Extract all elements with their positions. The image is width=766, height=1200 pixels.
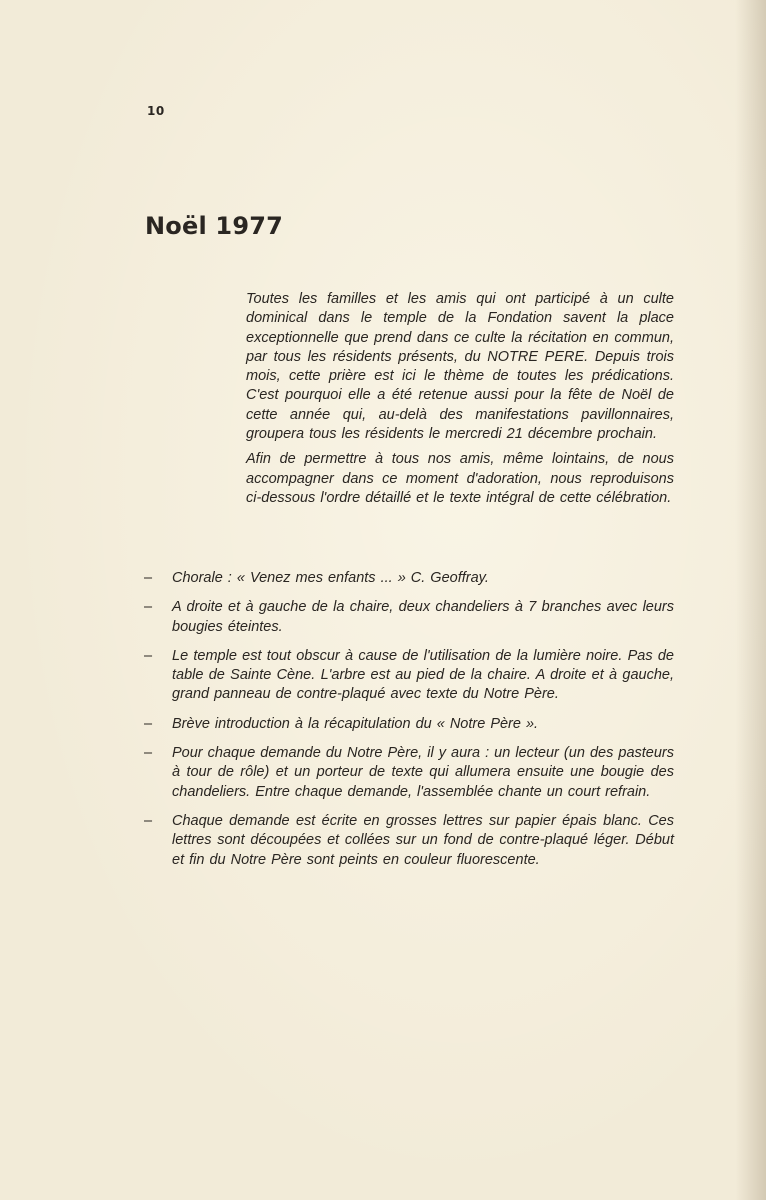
dash-marker: – (144, 812, 153, 829)
list-item-text: Brève introduction à la récapitulation du « Notre Père ». (172, 715, 539, 732)
dash-marker: – (144, 599, 153, 616)
list-item-text: Pour chaque demande du Notre Père, il y aura : un lecteur (un des pasteurs à tour de rôle) et un porteur de texte qui allumera ensuite une bougie des chandeliers. Entre chaque demande, l'assemblée chante un court refrain. (172, 745, 674, 800)
list-item-text: Le temple est tout obscur à cause de l'utilisation de la lumière noire. Pas de table de Sainte Cène. L'arbre est au pied de la chaire. A droite et à gauche, grand panneau de contre-plaqué avec texte du Notre Père. (172, 647, 674, 703)
list-item (144, 647, 674, 705)
list-item-text: Chaque demande est écrite en grosses lettres sur papier épais blanc. Ces lettres sont découpées et collées sur un fond de contre-plaqué léger. Début et fin du Notre Père sont peints en couleur fluorescente. (172, 812, 674, 868)
intro-section (246, 290, 674, 508)
intro-paragraph: Toutes les familles et les amis qui ont participé à un culte dominical dans le temple de la Fondation savent la place exceptionnelle que prend dans ce culte la récitation en commun, par tous les résidents présents, du NOTRE PERE. Depuis trois mois, cette prière est ici le thème de toutes les prédications. C'est pourquoi elle a été retenue aussi pour la fête de Noël de cette année qui, au-delà des manifestations pavillonnaires, groupera tous les résidents le mercredi 21 décembre prochain. (246, 291, 674, 443)
list-item (144, 715, 674, 734)
list-item (144, 569, 674, 588)
page-number: 10 (147, 104, 165, 118)
dash-marker: – (144, 570, 153, 586)
page-title: Noël 1977 (145, 212, 284, 240)
celebration-order-list (144, 569, 674, 870)
intro-paragraph: Afin de permettre à tous nos amis, même lointains, de nous accompagner dans ce moment d'adoration, nous reproduisons ci-dessous l'ordre détaillé et le texte intégral de cette célébration. (246, 451, 674, 506)
list-item-text: A droite et à gauche de la chaire, deux chandeliers à 7 branches avec leurs bougies éteintes. (172, 599, 674, 635)
dash-marker: – (144, 647, 153, 664)
list-item-text: Chorale : « Venez mes enfants ... » C. Geoffray. (172, 570, 489, 586)
dash-marker: – (144, 745, 153, 762)
list-item (144, 812, 674, 870)
dash-marker: – (144, 715, 153, 732)
list-item (144, 744, 674, 802)
list-item (144, 598, 674, 637)
